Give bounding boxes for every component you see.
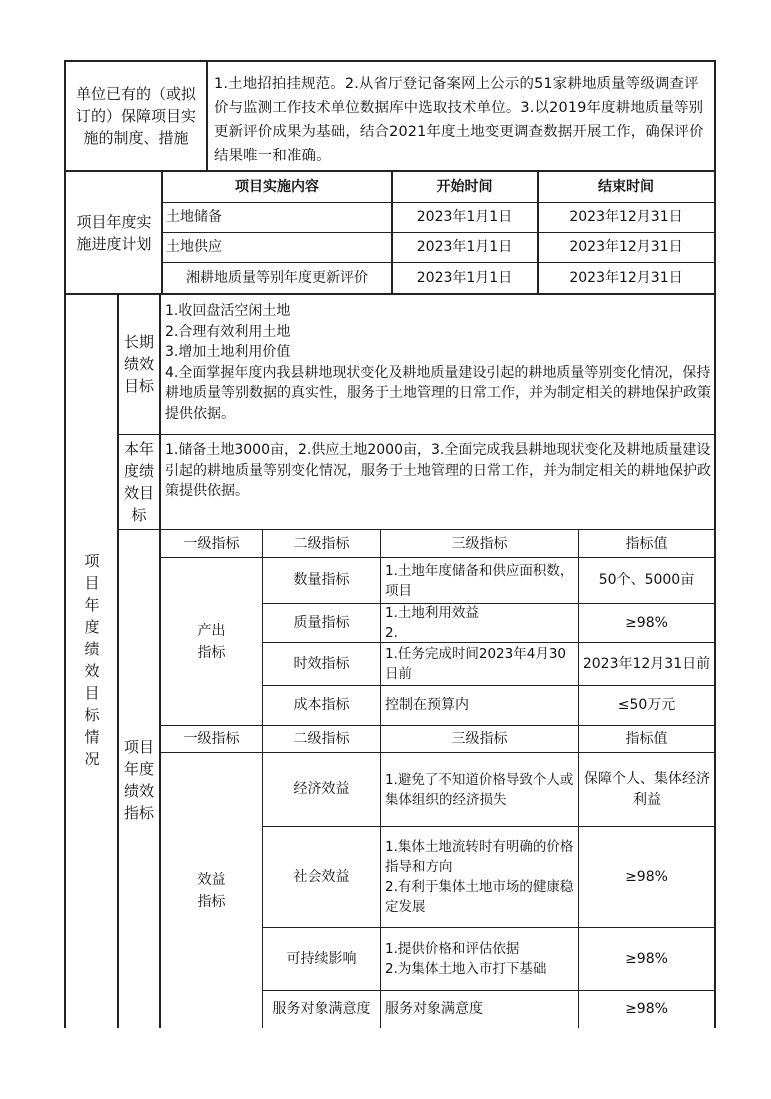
indicator-value: ≥98%: [625, 614, 668, 631]
indicator-level3: 控制在预算内: [385, 697, 469, 713]
indicator-header-level3: 三级指标: [451, 535, 508, 552]
schedule-header-content: 项目实施内容: [235, 178, 319, 195]
indicator-header-value: 指标值: [625, 730, 668, 747]
indicator-level2: 可持续影响: [286, 950, 357, 967]
annual-text: 1.储备土地3000亩，2.供应土地2000亩，3.全面完成我县耕地现状变化及耕地质量建设引起的耕地质量等别变化情况，服务于土地管理的日常工作，并为制定相关的耕地保护政策提供依据。: [165, 442, 711, 499]
schedule-start: 2023年1月1日: [416, 209, 513, 225]
schedule-end: 2023年12月31日: [569, 239, 683, 255]
indicator-level3: 1.土地年度储备和供应面积数，项目: [385, 562, 574, 599]
indicator-level3: 1.集体土地流转时有明确的价格指导和方向 2.有利于集体土地市场的健康稳定发展: [385, 839, 574, 915]
indicator-header-value: 指标值: [625, 535, 668, 552]
indicator-value: 2023年12月31日前: [582, 655, 711, 672]
indicator-value: 50个、5000亩: [598, 572, 695, 588]
indicators-label: 项目年度绩效指标: [124, 738, 155, 822]
schedule-header-start: 开始时间: [436, 178, 493, 195]
output-indicator-label: 产出 指标: [197, 622, 226, 661]
schedule-content: 土地供应: [166, 239, 222, 255]
indicator-level2: 服务对象满意度: [272, 1001, 371, 1017]
indicator-header-level3: 三级指标: [451, 730, 508, 747]
indicator-value: ≥98%: [625, 950, 668, 967]
indicator-value: ≥98%: [625, 1001, 668, 1017]
indicator-level3: 1.提供价格和评估依据 2.为集体土地入市打下基础: [385, 941, 547, 977]
schedule-content: 湘耕地质量等别年度更新评价: [186, 269, 368, 286]
indicator-header-level1: 一级指标: [183, 535, 240, 552]
indicator-level2: 时效指标: [293, 655, 350, 672]
schedule-start: 2023年1月1日: [416, 239, 513, 255]
benefit-indicator-label: 效益 指标: [197, 871, 226, 910]
indicator-level2: 成本指标: [293, 697, 350, 713]
schedule-end: 2023年12月31日: [569, 209, 683, 225]
indicator-level2: 数量指标: [293, 572, 350, 588]
indicator-value: ≤50万元: [617, 697, 676, 713]
indicator-level3: 1.避免了不知道价格导致个人或集体组织的经济损失: [385, 771, 574, 808]
schedule-header-end: 结束时间: [598, 178, 654, 195]
indicator-level3: 1.任务完成时间2023年4月30日前: [385, 646, 567, 682]
schedule-start: 2023年1月1日: [416, 269, 513, 286]
schedule-end: 2023年12月31日: [569, 269, 683, 286]
long-term-text: 1.收回盘活空闲土地 2.合理有效利用土地 3.增加土地利用价值 4.全面掌握年度内我县耕地现状变化及耕地质量建设引起的耕地质量等别变化情况，保持耕地质量等别数据的真实性，服务于土地管理的日常工作，并为制定相关的耕地保护政策提供依据。: [165, 303, 711, 422]
long-term-label: 长期绩效目标: [124, 333, 155, 395]
goals-section-label: 项目年度绩效目标情况: [84, 552, 100, 768]
measures-label: 单位已有的（或拟订的）保障项目实施的制度、措施: [75, 85, 196, 147]
schedule-label: 项目年度实施进度计划: [76, 212, 152, 253]
indicator-level3: 服务对象满意度: [385, 1001, 483, 1017]
measures-text: 1.土地招拍挂规范。2.从省厅登记备案网上公示的51家耕地质量等级调查评价与监测工作技术单位数据库中选取技术单位。3.以2019年度耕地质量等别更新评价成果为基础，结合2021年度土地变更调查数据开展工作，确保评价结果唯一和准确。: [214, 76, 704, 164]
indicator-level2: 社会效益: [293, 868, 350, 885]
indicator-header-level1: 一级指标: [183, 730, 240, 747]
indicator-header-level2: 二级指标: [293, 535, 350, 552]
annual-label: 本年度绩效目标: [124, 440, 155, 524]
indicator-header-level2: 二级指标: [293, 730, 350, 747]
indicator-value: 保障个人、集体经济利益: [584, 770, 710, 808]
indicator-level2: 质量指标: [293, 614, 350, 631]
indicator-level2: 经济效益: [293, 781, 350, 797]
indicator-value: ≥98%: [625, 868, 668, 885]
indicator-level3: 1.土地利用效益 2.: [385, 605, 479, 641]
schedule-content: 土地储备: [166, 209, 222, 225]
